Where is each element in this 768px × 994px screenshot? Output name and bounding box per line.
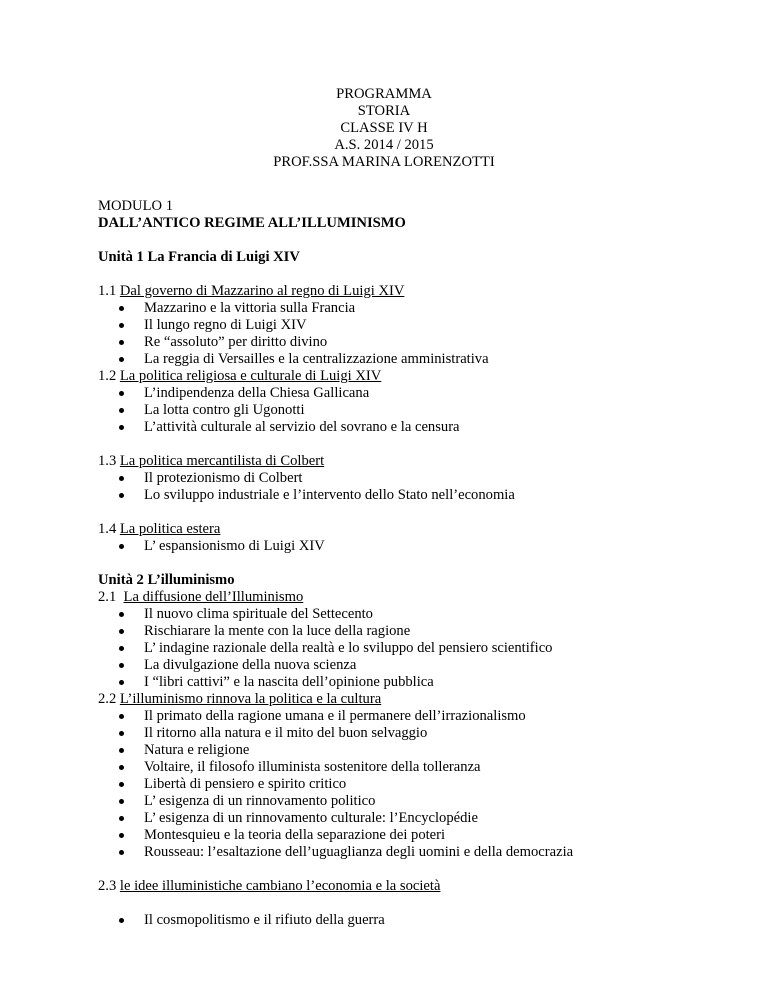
document-header xyxy=(0,86,768,171)
section-title: le idee illuministiche cambiano l’economia e la società xyxy=(119,878,441,894)
section-1-2-heading xyxy=(98,368,738,385)
section-2-2-heading xyxy=(98,691,738,708)
bullet-icon xyxy=(119,850,124,855)
header-line-school-year: A.S. 2014 / 2015 xyxy=(334,137,434,153)
header-line-class: CLASSE IV H xyxy=(340,120,428,136)
bullet-icon xyxy=(119,816,124,821)
bullet-icon xyxy=(119,612,124,617)
list-item: Mazzarino e la vittoria sulla Francia xyxy=(98,300,738,317)
section-1-2-list xyxy=(98,385,738,436)
list-item: L’ esigenza di un rinnovamento politico xyxy=(98,793,738,810)
bullet-icon xyxy=(119,714,124,719)
list-item: Lo sviluppo industriale e l’intervento dello Stato nell’economia xyxy=(98,487,738,504)
bullet-icon xyxy=(119,425,124,430)
section-2-1-heading xyxy=(98,589,738,606)
list-item: La lotta contro gli Ugonotti xyxy=(98,402,738,419)
unit-2-title: Unità 2 L’illuminismo xyxy=(98,572,235,588)
bullet-icon xyxy=(119,323,124,328)
list-item: Libertà di pensiero e spirito critico xyxy=(98,776,738,793)
bullet-icon xyxy=(119,833,124,838)
list-item: Il cosmopolitismo e il rifiuto della guerra xyxy=(98,912,738,929)
list-item: L’ espansionismo di Luigi XIV xyxy=(98,538,738,555)
bullet-icon xyxy=(119,782,124,787)
unit-1-title: Unità 1 La Francia di Luigi XIV xyxy=(98,249,300,265)
bullet-icon xyxy=(119,408,124,413)
section-1-1-heading xyxy=(98,283,738,300)
list-item: L’attività culturale al servizio del sovrano e la censura xyxy=(98,419,738,436)
section-number: 2.1 xyxy=(98,589,124,605)
list-item: Il ritorno alla natura e il mito del buon selvaggio xyxy=(98,725,738,742)
bullet-icon xyxy=(119,680,124,685)
bullet-icon xyxy=(119,391,124,396)
bullet-icon xyxy=(119,357,124,362)
list-item: Il nuovo clima spirituale del Settecento xyxy=(98,606,738,623)
list-item: Re “assoluto” per diritto divino xyxy=(98,334,738,351)
section-1-4-list xyxy=(98,538,738,555)
list-item: Voltaire, il filosofo illuminista sostenitore della tolleranza xyxy=(98,759,738,776)
bullet-icon xyxy=(119,799,124,804)
list-item: Rousseau: l’esaltazione dell’uguaglianza degli uomini e della democrazia xyxy=(98,844,738,861)
list-item: Natura e religione xyxy=(98,742,738,759)
section-1-3-heading xyxy=(98,453,738,470)
section-1-4-heading xyxy=(98,521,738,538)
section-title: Dal governo di Mazzarino al regno di Luigi XIV xyxy=(119,283,405,299)
list-item: L’ esigenza di un rinnovamento culturale: l’Encyclopédie xyxy=(98,810,738,827)
section-2-2-list xyxy=(98,708,738,861)
bullet-icon xyxy=(119,748,124,753)
section-1-3-list xyxy=(98,470,738,504)
bullet-icon xyxy=(119,629,124,634)
list-item: Rischiarare la mente con la luce della ragione xyxy=(98,623,738,640)
section-title: La politica estera xyxy=(119,521,221,537)
bullet-icon xyxy=(119,918,124,923)
header-line-teacher: PROF.SSA MARINA LORENZOTTI xyxy=(273,154,495,170)
list-item: I “libri cattivi” e la nascita dell’opinione pubblica xyxy=(98,674,738,691)
bullet-icon xyxy=(119,306,124,311)
section-title: La politica mercantilista di Colbert xyxy=(119,453,325,469)
list-item: La reggia di Versailles e la centralizzazione amministrativa xyxy=(98,351,738,368)
header-line-programma: PROGRAMMA xyxy=(336,86,432,102)
section-number: 2.2 xyxy=(98,691,120,707)
list-item: Montesquieu e la teoria della separazione dei poteri xyxy=(98,827,738,844)
section-1-1-list xyxy=(98,300,738,368)
section-title: La politica religiosa e culturale di Luigi XIV xyxy=(119,368,382,384)
section-2-3-heading xyxy=(98,878,738,895)
section-2-1-list xyxy=(98,606,738,691)
list-item: L’ indagine razionale della realtà e lo sviluppo del pensiero scientifico xyxy=(98,640,738,657)
bullet-icon xyxy=(119,765,124,770)
section-number: 1.4 xyxy=(98,521,120,537)
section-2-3-list xyxy=(98,912,738,929)
list-item: Il lungo regno di Luigi XIV xyxy=(98,317,738,334)
section-number: 2.3 xyxy=(98,878,120,894)
header-line-subject: STORIA xyxy=(357,103,411,119)
list-item: Il primato della ragione umana e il permanere dell’irrazionalismo xyxy=(98,708,738,725)
bullet-icon xyxy=(119,493,124,498)
bullet-icon xyxy=(119,731,124,736)
list-item: L’indipendenza della Chiesa Gallicana xyxy=(98,385,738,402)
section-title: L’illuminismo rinnova la politica e la cultura xyxy=(119,691,382,707)
bullet-icon xyxy=(119,663,124,668)
section-number: 1.3 xyxy=(98,453,120,469)
list-item: La divulgazione della nuova scienza xyxy=(98,657,738,674)
section-title: La diffusione dell’Illuminismo xyxy=(123,589,304,605)
section-number: 1.1 xyxy=(98,283,120,299)
bullet-icon xyxy=(119,476,124,481)
document-body xyxy=(98,198,738,929)
module-title: DALL’ANTICO REGIME ALL’ILLUMINISMO xyxy=(98,215,406,231)
module-label: MODULO 1 xyxy=(98,198,173,214)
bullet-icon xyxy=(119,544,124,549)
bullet-icon xyxy=(119,340,124,345)
section-number: 1.2 xyxy=(98,368,120,384)
bullet-icon xyxy=(119,646,124,651)
list-item: Il protezionismo di Colbert xyxy=(98,470,738,487)
